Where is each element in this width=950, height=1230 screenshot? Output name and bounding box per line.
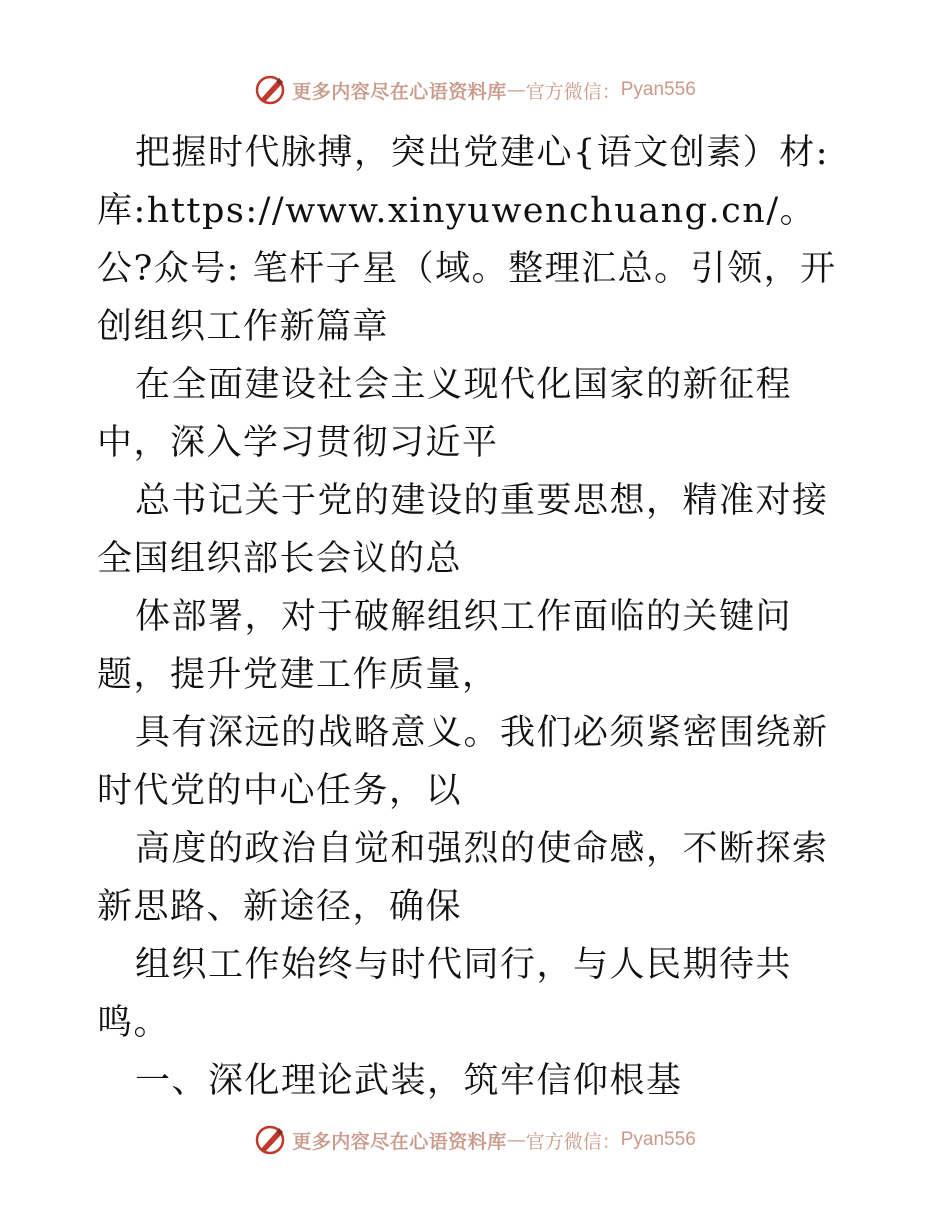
paragraph-7: 组织工作始终与时代同行，与人民期待共鸣。 (97, 945, 793, 1043)
paragraph-6: 高度的政治自觉和强烈的使命感，不断探索新思路、新途径，确保 (97, 829, 829, 927)
watermark-separator: — (506, 79, 526, 101)
watermark-separator: — (506, 1129, 526, 1151)
footer-watermark (0, 1120, 950, 1160)
watermark-brand-text: 更多内容尽在心语资料库 (292, 1130, 507, 1153)
red-pen-circle-logo-icon (254, 74, 286, 106)
section-heading-1: 一、深化理论武装，筑牢信仰根基 (135, 1061, 683, 1101)
watermark-handle: Pyan556 (620, 79, 696, 100)
red-pen-circle-logo-icon (254, 1124, 286, 1156)
paragraph-4: 体部署，对于破解组织工作面临的关键问题，提升党建工作质量， (97, 597, 793, 695)
header-watermark (0, 70, 950, 110)
paragraph-2: 在全面建设社会主义现代化国家的新征程中，深入学习贯彻习近平 (97, 365, 793, 463)
watermark-wechat-label: 官方微信： (525, 1130, 621, 1153)
watermark-brand-text: 更多内容尽在心语资料库 (292, 80, 507, 103)
watermark-wechat-label: 官方微信： (525, 80, 621, 103)
paragraph-3: 总书记关于党的建设的重要思想，精准对接全国组织部长会议的总 (97, 481, 829, 579)
paragraph-1: 把握时代脉搏，突出党建心{语文创素）材:库:https://www.xinyuwenchuang.cn/。公?众号: 笔杆子星（域。整理汇总。引领，开创组织工作新篇章 (97, 133, 837, 347)
watermark-handle: Pyan556 (620, 1129, 696, 1150)
paragraph-5: 具有深远的战略意义。我们必须紧密围绕新时代党的中心任务，以 (97, 713, 829, 811)
document-body (97, 124, 857, 1110)
